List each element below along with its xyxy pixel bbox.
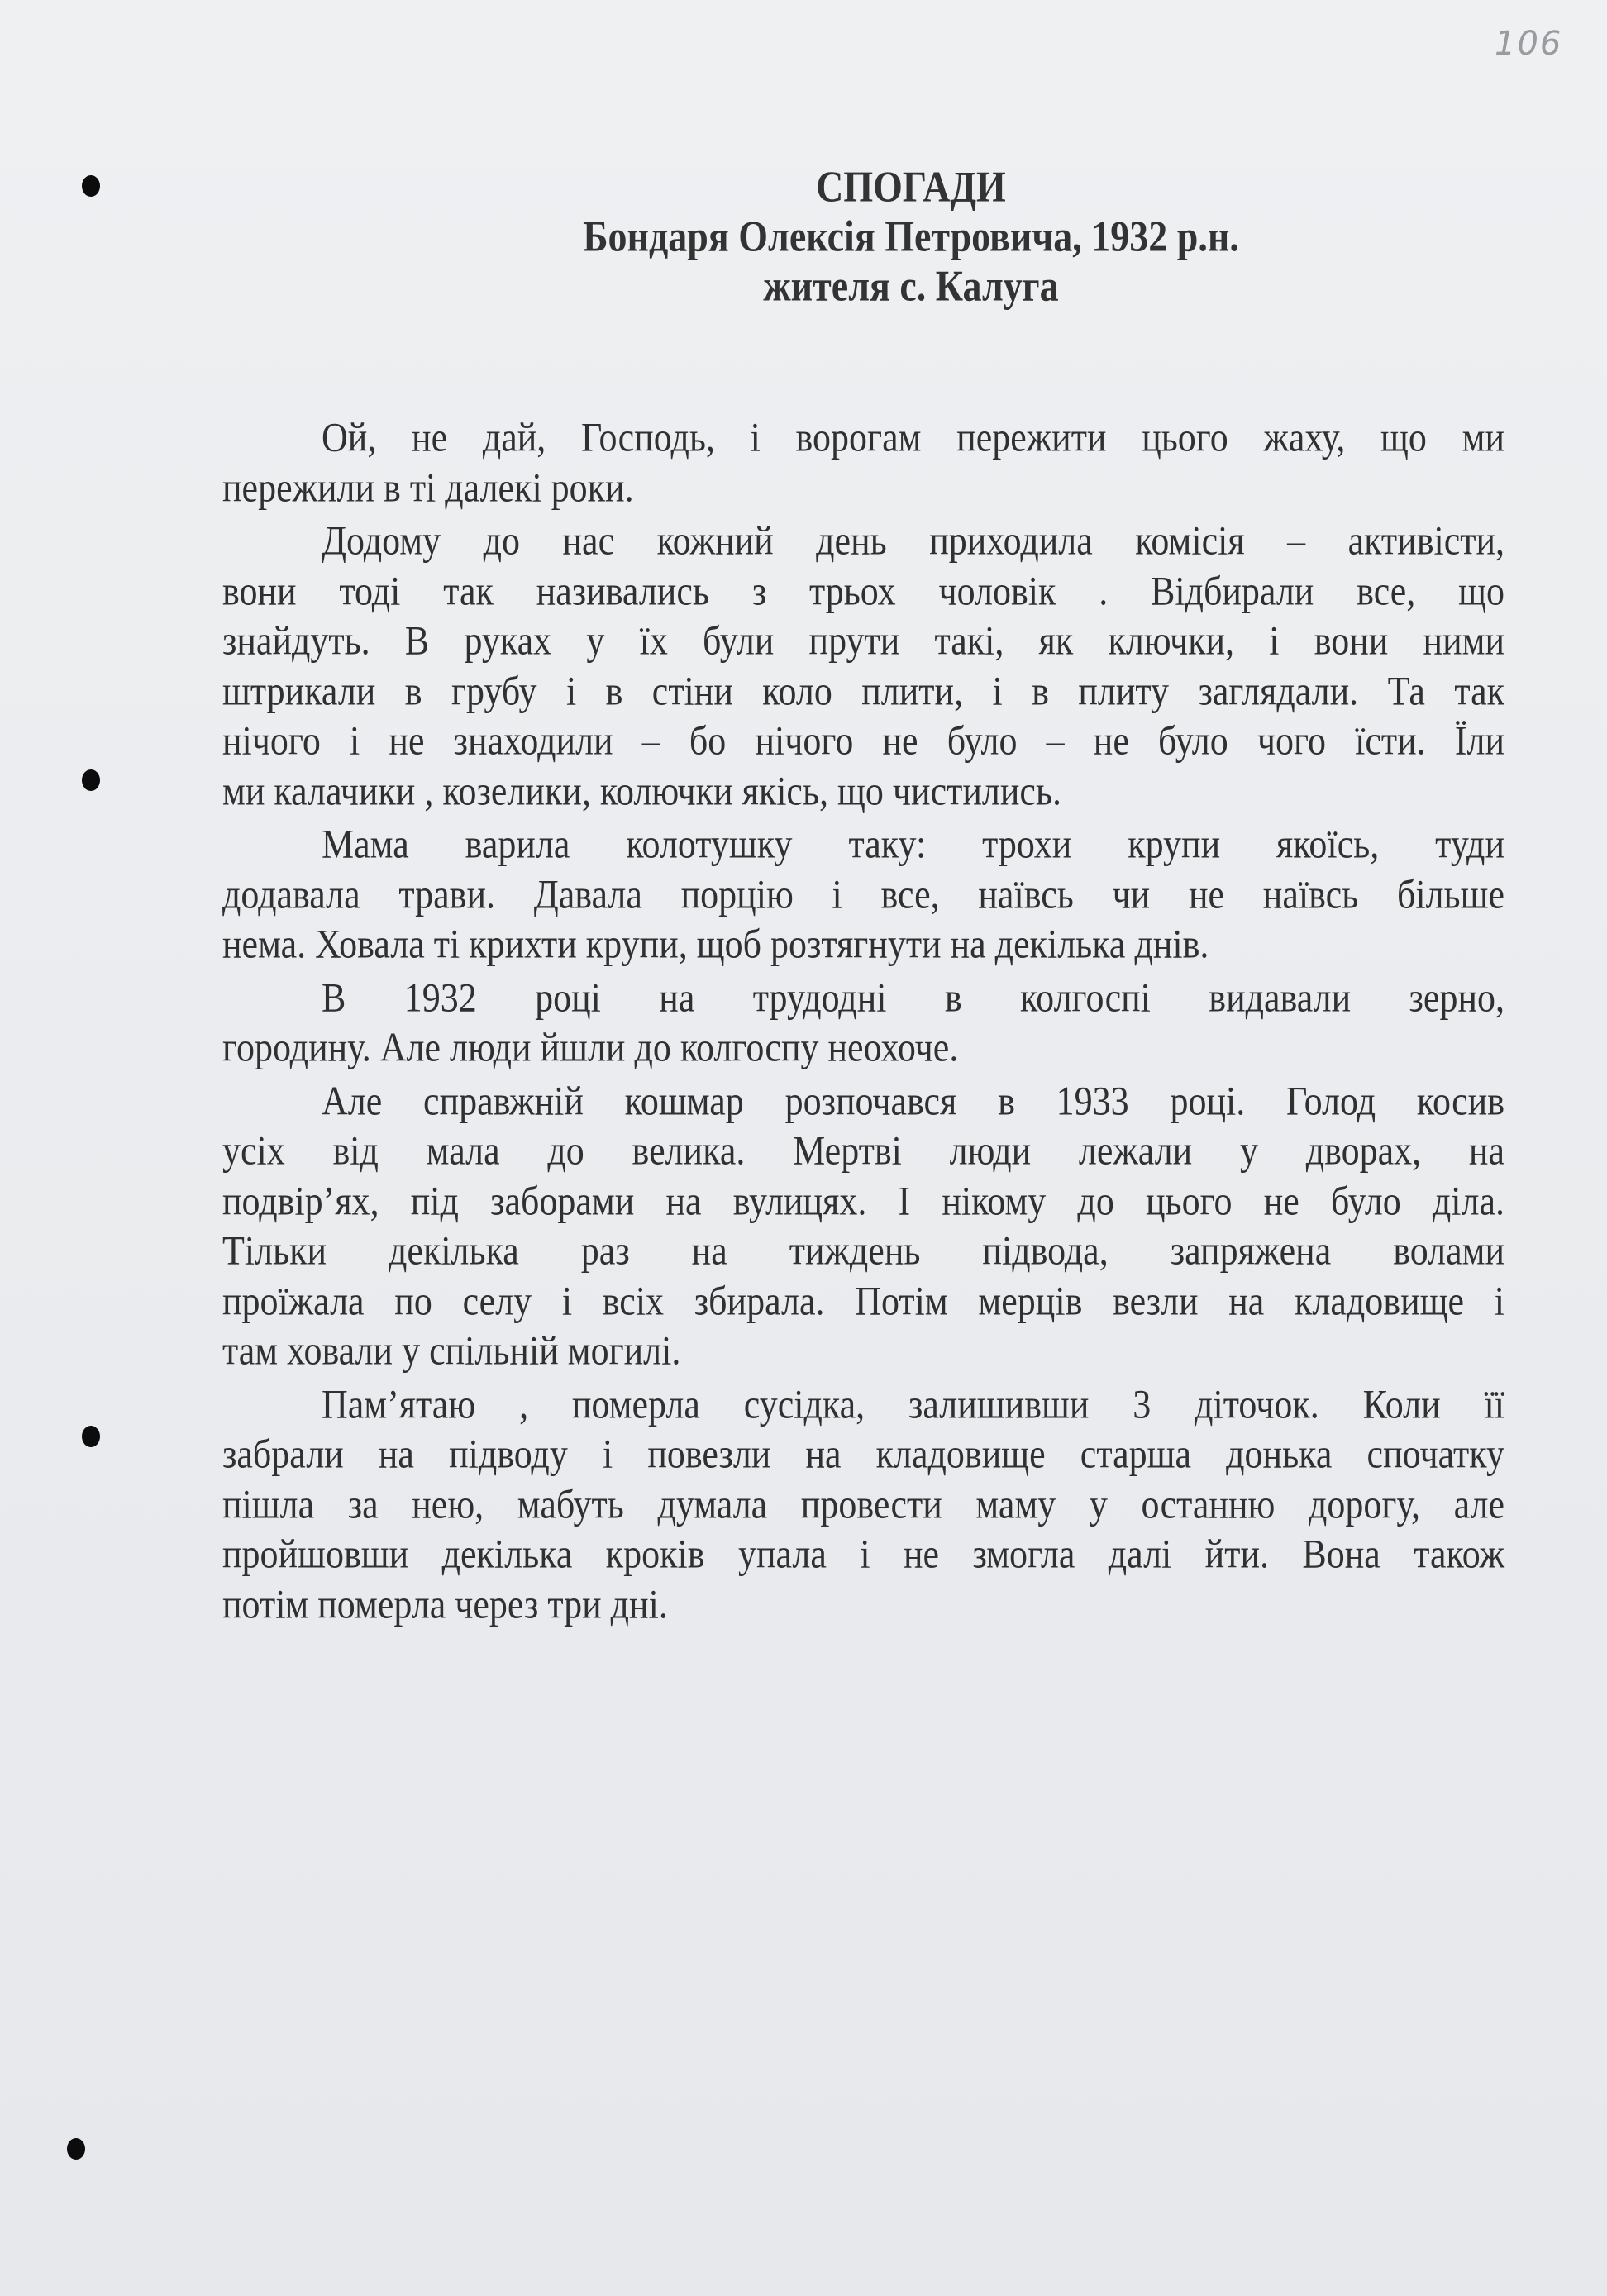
text-line: Але справжній кошмар розпочався в 1933 році. Голод косив (322, 1078, 1504, 1124)
document-header (415, 162, 1407, 311)
punch-hole (82, 1426, 100, 1447)
text-line: проїжала по селу і всіх збирала. Потім мерців везли на кладовище і (222, 1278, 1504, 1324)
text-line: Ой, не дай, Господь, і ворогам пережити цього жаху, що ми (322, 414, 1504, 460)
text-line: потім померла через три дні. (222, 1581, 668, 1627)
text-line: там ховали у спільній могилі. (222, 1327, 681, 1374)
text-line: усіх від мала до велика. Мертві люди лежали у дворах, на (222, 1127, 1504, 1174)
paragraph (222, 820, 1504, 970)
text-line: вони тоді так називались з трьох чоловік . Відбирали все, що (222, 568, 1504, 614)
text-line: штрикали в грубу і в стіни коло плити, і в плиту заглядали. Та так (222, 668, 1504, 714)
text-line: В 1932 році на трудодні в колгоспі видавали зерно, (322, 974, 1504, 1021)
residence-line: жителя с. Калуга (763, 261, 1059, 310)
punch-hole (82, 769, 100, 791)
text-line: Мама варила колотушку таку: трохи крупи якоїсь, туди (322, 821, 1504, 867)
paragraph (222, 517, 1504, 817)
paragraph (222, 1077, 1504, 1377)
text-line: Пам’ятаю , померла сусідка, залишивши 3 діточок. Коли її (322, 1381, 1504, 1427)
document-title: СПОГАДИ (816, 162, 1006, 211)
text-line: пішла за нею, мабуть думала провести маму у останню дорогу, але (222, 1481, 1504, 1527)
text-line: додавала трави. Давала порцію і все, наївсь чи не наївсь більше (222, 871, 1504, 917)
text-line: знайдуть. В руках у їх були прути такі, як ключки, і вони ними (222, 617, 1504, 664)
text-line: пройшовши декілька кроків упала і не змогла далі йти. Вона також (222, 1531, 1504, 1577)
text-line: ми калачики , козелики, колючки якісь, що чистились. (222, 768, 1061, 814)
text-line: Додому до нас кожний день приходила комісія – активісти, (322, 517, 1504, 564)
author-line: Бондаря Олексія Петровича, 1932 р.н. (583, 212, 1239, 260)
paragraph (222, 413, 1504, 513)
document-body (222, 413, 1504, 1633)
text-line: пережили в ті далекі роки. (222, 464, 634, 511)
punch-hole (82, 175, 100, 197)
paragraph (222, 1380, 1504, 1631)
text-line: нічого і не знаходили – бо нічого не було – не було чого їсти. Їли (222, 717, 1504, 764)
paragraph (222, 974, 1504, 1074)
text-line: Тільки декілька раз на тиждень підвода, запряжена волами (222, 1227, 1504, 1274)
text-line: подвір’ях, під заборами на вулицях. І нікому до цього не було діла. (222, 1178, 1504, 1224)
text-line: нема. Ховала ті крихти крупи, щоб розтягнути на декілька днів. (222, 921, 1209, 967)
text-line: городину. Але люди йшли до колгоспу неохоче. (222, 1024, 959, 1070)
text-line: забрали на підводу і повезли на кладовище старша донька спочатку (222, 1431, 1504, 1477)
punch-hole (67, 2138, 85, 2160)
page-number: 106 (1495, 25, 1563, 63)
